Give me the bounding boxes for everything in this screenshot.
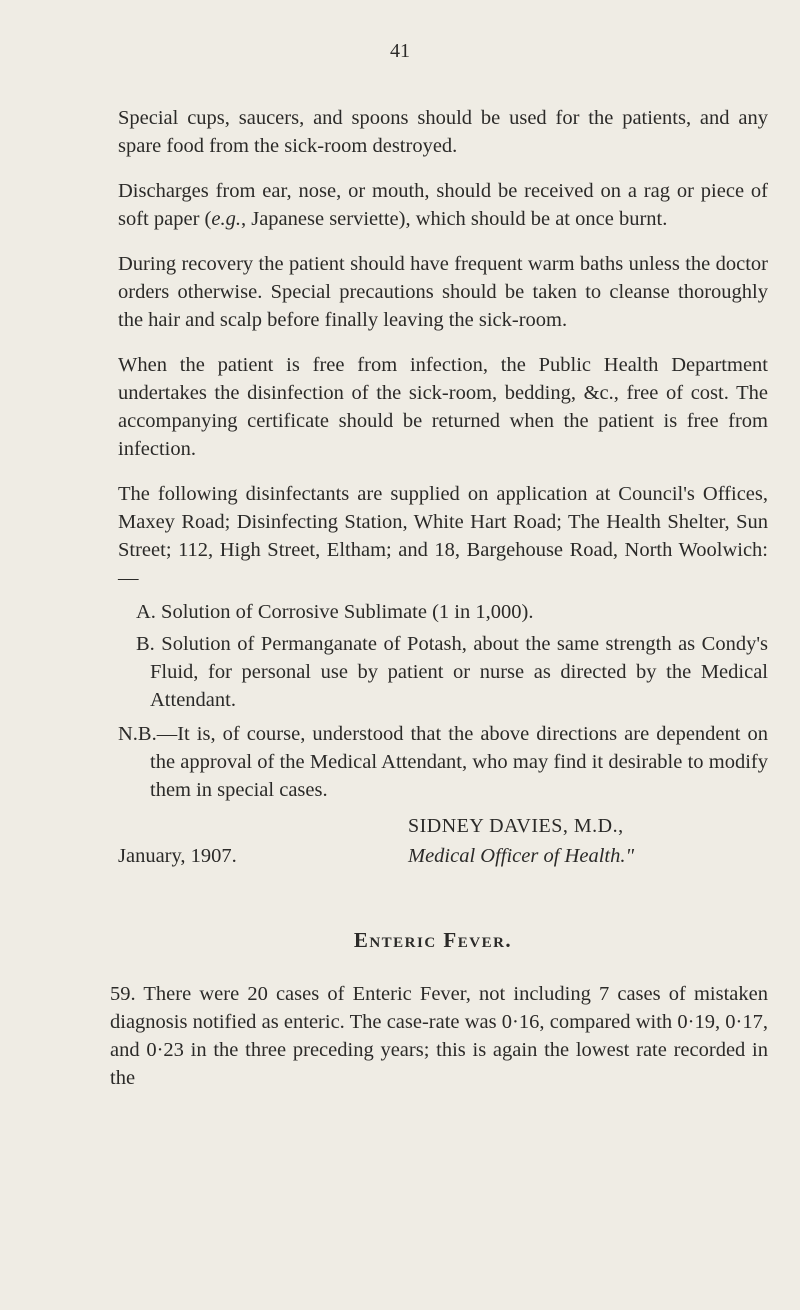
paragraph-recovery: During recovery the patient should have frequent warm baths unless the doctor orders otherwise. Special precautions should be taken to cleanse thoroughly the hair and scalp before finally leaving the sick-room. xyxy=(118,253,768,331)
list-item-solution-a: A. Solution of Corrosive Sublimate (1 in 1,000). xyxy=(136,601,534,623)
list-item-solution-b: B. Solution of Permanganate of Potash, about the same strength as Condy's Fluid, for personal use by patient or nurse as directed by the Medical Attendant. xyxy=(136,633,768,711)
signature-block xyxy=(118,812,768,874)
paragraph-special-cups: Special cups, saucers, and spoons should be used for the patients, and any spare food from the sick-room destroyed. xyxy=(118,107,768,157)
signature-name: SIDNEY DAVIES, M.D., xyxy=(408,815,624,837)
section-heading-enteric-fever: Enteric Fever. xyxy=(353,928,513,952)
paragraph-discharges-end: , Japanese serviette), which should be at once burnt. xyxy=(240,208,668,230)
page-number: 41 xyxy=(390,40,410,62)
paragraph-discharges xyxy=(118,177,768,233)
signature-date: January, 1907. xyxy=(118,845,237,867)
nb-note: N.B.—It is, of course, understood that the above directions are dependent on the approval of the Medical Attendant, who may find it desirable to modify them in special cases. xyxy=(118,723,768,801)
paragraph-enteric-cases: 59. There were 20 cases of Enteric Fever, not including 7 cases of mistaken diagnosis notified as enteric. The case-rate was 0·16, compared with 0·19, 0·17, and 0·23 in the three preceding years; this is again the lowest rate recorded in the xyxy=(110,983,768,1089)
signature-title: Medical Officer of Health." xyxy=(408,845,635,867)
eg-abbreviation: e.g. xyxy=(211,208,241,230)
paragraph-disinfection: When the patient is free from infection, the Public Health Department undertakes the disinfection of the sick-room, bedding, &c., free of cost. The accompanying certificate should be returned when the patient is free from infection. xyxy=(118,354,768,460)
body-text xyxy=(110,104,768,1109)
paragraph-disinfectants: The following disinfectants are supplied on application at Council's Offices, Maxey Road; Disinfecting Station, White Hart Road; The Health Shelter, Sun Street; 112, High Street, Eltham; and 18, Bargehouse Road, North Woolwich:— xyxy=(118,483,768,589)
paragraph-discharges-start: Discharges from ear, nose, or mouth, should be received on a rag or piece of soft paper ( xyxy=(118,180,768,230)
